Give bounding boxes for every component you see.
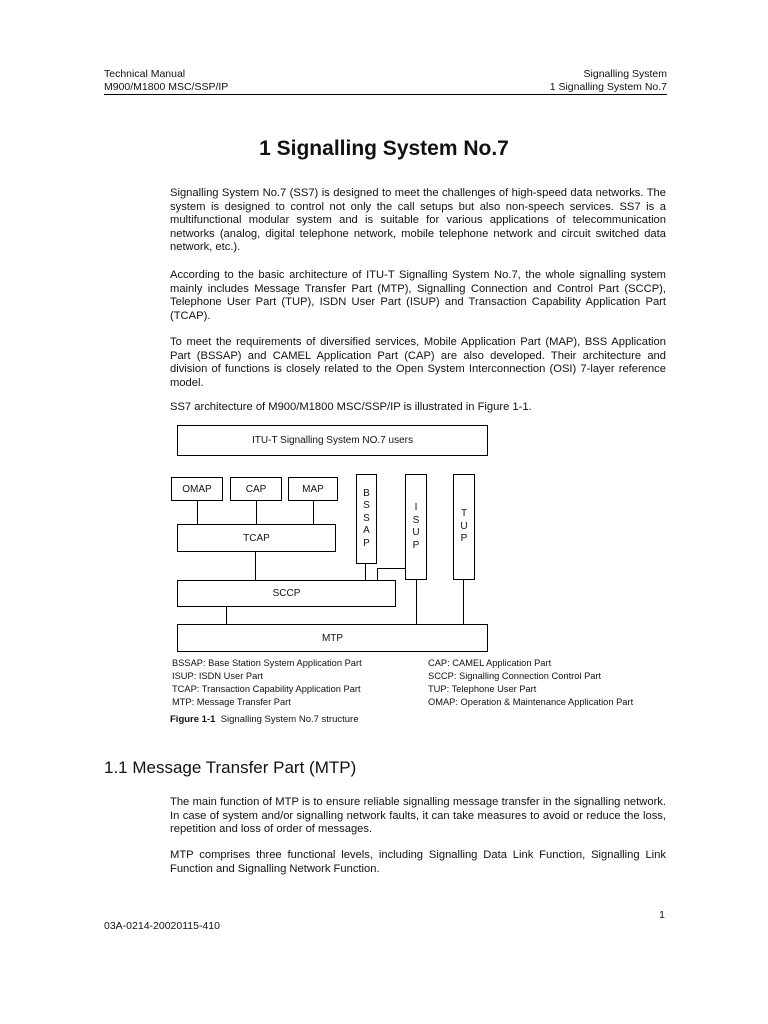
- bssap-letter: S: [363, 500, 370, 512]
- tcap-label: TCAP: [243, 532, 270, 544]
- sccp-box: [177, 580, 396, 607]
- paragraph-4: SS7 architecture of M900/M1800 MSC/SSP/IP is illustrated in Figure 1-1.: [170, 401, 532, 413]
- legend-item: TCAP: Transaction Capability Application Part: [172, 684, 361, 694]
- connector-map-tcap: [313, 500, 314, 525]
- bssap-letter: B: [363, 487, 370, 499]
- legend-item: SCCP: Signalling Connection Control Part: [428, 671, 602, 681]
- header-chapter: Signalling System: [583, 68, 667, 80]
- paragraph-3: To meet the requirements of diversified services, Mobile Application Part (MAP), BSS Application Part (BSSAP) and CAMEL Application Part (CAP) are also developed. Their architecture and division of functions is closely related to the Open System Interconnection (OSI) 7-layer reference model.: [170, 336, 666, 389]
- paragraph-1: Signalling System No.7 (SS7) is designed to meet the challenges of high-speed data networks. The system is designed to control not only the call setups but also non-speech services. SS7 is a multifunctional modular system and is suitable for various applications of telecommunication networks (analog, digital telephone network, mobile telephone network and circuit switched data network, etc.).: [170, 187, 666, 254]
- isup-letter: P: [412, 539, 420, 551]
- bssap-letter: A: [363, 525, 370, 537]
- header-product: M900/M1800 MSC/SSP/IP: [104, 81, 229, 93]
- tup-box: [453, 474, 475, 580]
- tup-letter: P: [460, 533, 468, 545]
- legend-item: ISUP: ISDN User Part: [172, 671, 263, 681]
- connector-cap-tcap: [256, 500, 257, 525]
- section-paragraph-2: MTP comprises three functional levels, including Signalling Data Link Function, Signalling Link Function and Signalling Network Function.: [170, 849, 666, 875]
- tcap-box: [177, 524, 336, 552]
- section-heading: 1.1 Message Transfer Part (MTP): [104, 758, 357, 777]
- page-title: 1 Signalling System No.7: [259, 137, 509, 160]
- header-section: 1 Signalling System No.7: [549, 81, 667, 93]
- figure-caption-label: Figure 1-1: [170, 714, 216, 725]
- figure-caption-text: Signalling System No.7 structure: [220, 714, 359, 725]
- isup-box: [405, 474, 427, 580]
- figure-caption: [170, 714, 359, 725]
- tup-letter: U: [460, 520, 468, 532]
- sccp-label: SCCP: [272, 588, 301, 599]
- connector-tcap-sccp: [255, 551, 256, 581]
- header-manual-title: Technical Manual: [104, 68, 186, 80]
- section-paragraph-1: The main function of MTP is to ensure reliable signalling message transfer in the signalling network. In case of system and/or signalling network faults, it can take measures to avoid or reduce the loss, repetition and loss of order of messages.: [170, 796, 666, 836]
- users-label: ITU-T Signalling System NO.7 users: [252, 435, 413, 446]
- tup-letter: T: [460, 508, 468, 520]
- bssap-box: [356, 474, 377, 564]
- legend-item: TUP: Telephone User Part: [428, 684, 537, 694]
- connector-tup-mtp: [463, 579, 464, 625]
- omap-label: OMAP: [182, 483, 212, 495]
- connector-omap-tcap: [197, 500, 198, 525]
- connector-sccp-mtp: [226, 606, 227, 625]
- users-box: [177, 425, 488, 456]
- paragraph-2: According to the basic architecture of ITU-T Signalling System No.7, the whole signalling system mainly includes Message Transfer Part (MTP), Signalling Connection and Control Part (SCCP), Telephone User Part (TUP), ISDN User Part (ISUP) and Transaction Capability Application Part (TCAP).: [170, 269, 666, 322]
- map-label: MAP: [302, 483, 324, 495]
- header-left: [104, 68, 228, 94]
- header-right: [550, 68, 667, 94]
- header-rule: [104, 94, 667, 95]
- legend-right: [428, 657, 633, 709]
- legend-item: BSSAP: Base Station System Application Part: [172, 658, 362, 668]
- cap-label: CAP: [245, 483, 267, 495]
- bssap-letter: S: [363, 512, 370, 524]
- legend-left: [172, 657, 362, 709]
- bssap-letter: P: [363, 537, 370, 549]
- connector-isup-mtp: [416, 579, 417, 625]
- legend-item: CAP: CAMEL Application Part: [428, 658, 552, 668]
- omap-box: [171, 477, 223, 501]
- map-box: [288, 477, 338, 501]
- mtp-box: [177, 624, 488, 652]
- legend-item: OMAP: Operation & Maintenance Application Part: [428, 697, 634, 707]
- document-code: 03A-0214-20020115-410: [104, 920, 220, 932]
- isup-letter: I: [414, 502, 418, 513]
- cap-box: [230, 477, 282, 501]
- isup-letter: S: [412, 514, 420, 526]
- connector-bssap-sccp: [365, 563, 366, 581]
- mtp-label: MTP: [321, 632, 344, 644]
- legend-item: MTP: Message Transfer Part: [172, 697, 291, 707]
- isup-letter: U: [412, 527, 420, 538]
- page-number: 1: [659, 909, 665, 921]
- connector-isup-sccp-horizontal: [377, 568, 405, 569]
